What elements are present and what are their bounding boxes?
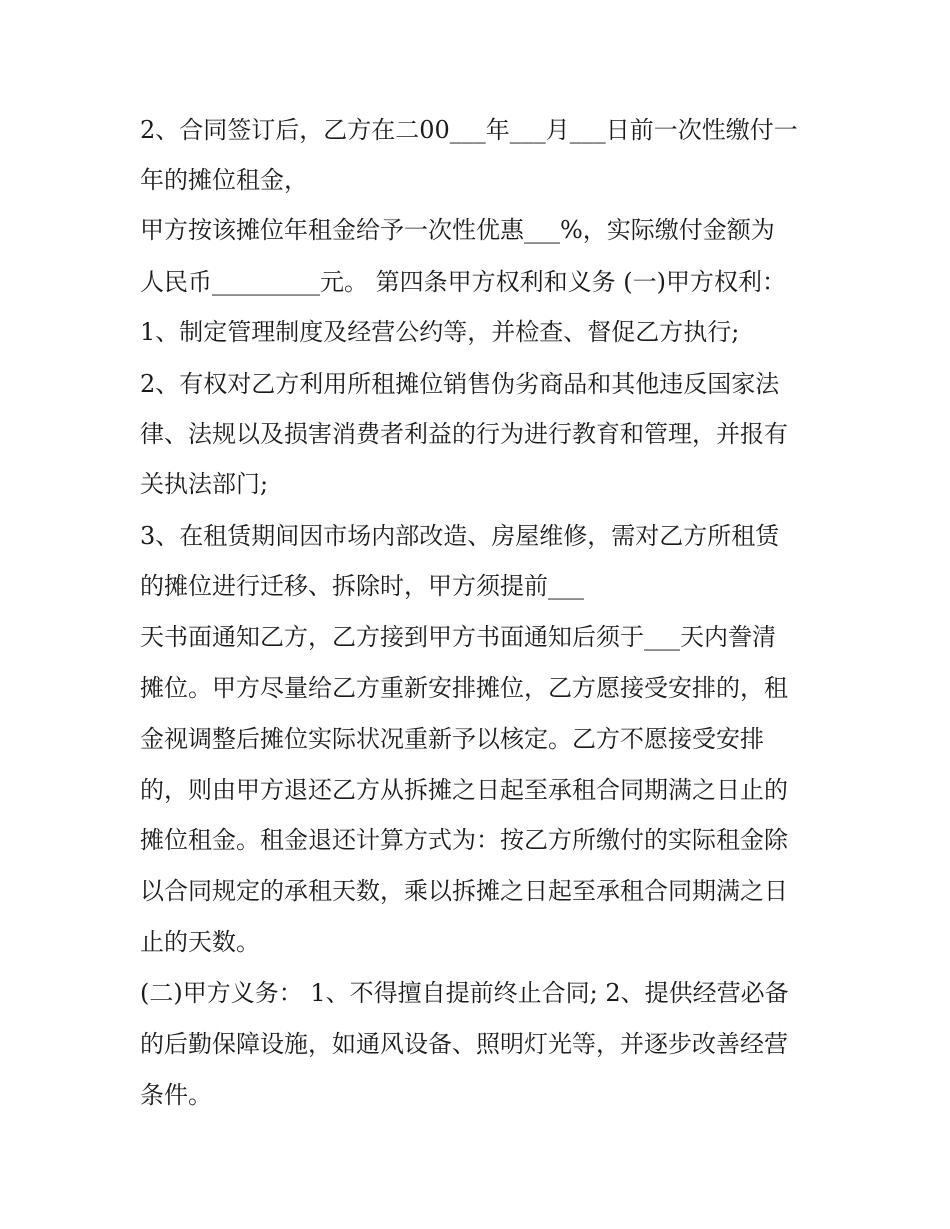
text-line-13: 金视调整后摊位实际状况重新予以核定。乙方不愿接受安排 bbox=[140, 725, 764, 753]
text-line-17: 止的天数。 bbox=[140, 928, 260, 956]
text-line-19: 的后勤保障设施，如通风设备、照明灯光等，并逐步改善经营 bbox=[140, 1030, 788, 1058]
text-line-8: 关执法部门; bbox=[140, 470, 269, 498]
text-line-15: 摊位租金。租金退还计算方式为：按乙方所缴付的实际租金除 bbox=[140, 826, 788, 854]
text-line-5: 1、制定管理制度及经营公约等，并检查、督促乙方执行; bbox=[140, 318, 740, 346]
text-line-14: 的，则由甲方退还乙方从拆摊之日起至承租合同期满之日止的 bbox=[140, 776, 788, 804]
text-line-18: (二)甲方义务： 1、不得擅自提前终止合同; 2、提供经营必备 bbox=[140, 979, 789, 1007]
text-line-4: 人民币_________元。 第四条甲方权利和义务 (一)甲方权利： bbox=[140, 268, 786, 296]
text-line-7: 律、法规以及损害消费者利益的行为进行教育和管理，并报有 bbox=[140, 420, 788, 448]
text-line-2: 年的摊位租金， bbox=[140, 166, 308, 194]
text-line-10: 的摊位进行迁移、拆除时，甲方须提前___ bbox=[140, 572, 584, 600]
text-line-1: 2、合同签订后，乙方在二00___年___月___日前一次性缴付一 bbox=[140, 116, 798, 144]
text-line-6: 2、有权对乙方利用所租摊位销售伪劣商品和其他违反国家法 bbox=[140, 370, 780, 398]
text-line-12: 摊位。甲方尽量给乙方重新安排摊位，乙方愿接受安排的，租 bbox=[140, 674, 788, 702]
text-line-20: 条件。 bbox=[140, 1081, 212, 1109]
text-line-16: 以合同规定的承租天数，乘以拆摊之日起至承租合同期满之日 bbox=[140, 877, 788, 905]
text-line-11: 天书面通知乙方，乙方接到甲方书面通知后须于___天内誊清 bbox=[140, 623, 776, 651]
text-line-9: 3、在租赁期间因市场内部改造、房屋维修，需对乙方所租赁 bbox=[140, 522, 780, 550]
text-line-3: 甲方按该摊位年租金给予一次性优惠___%，实际缴付金额为 bbox=[140, 216, 775, 244]
